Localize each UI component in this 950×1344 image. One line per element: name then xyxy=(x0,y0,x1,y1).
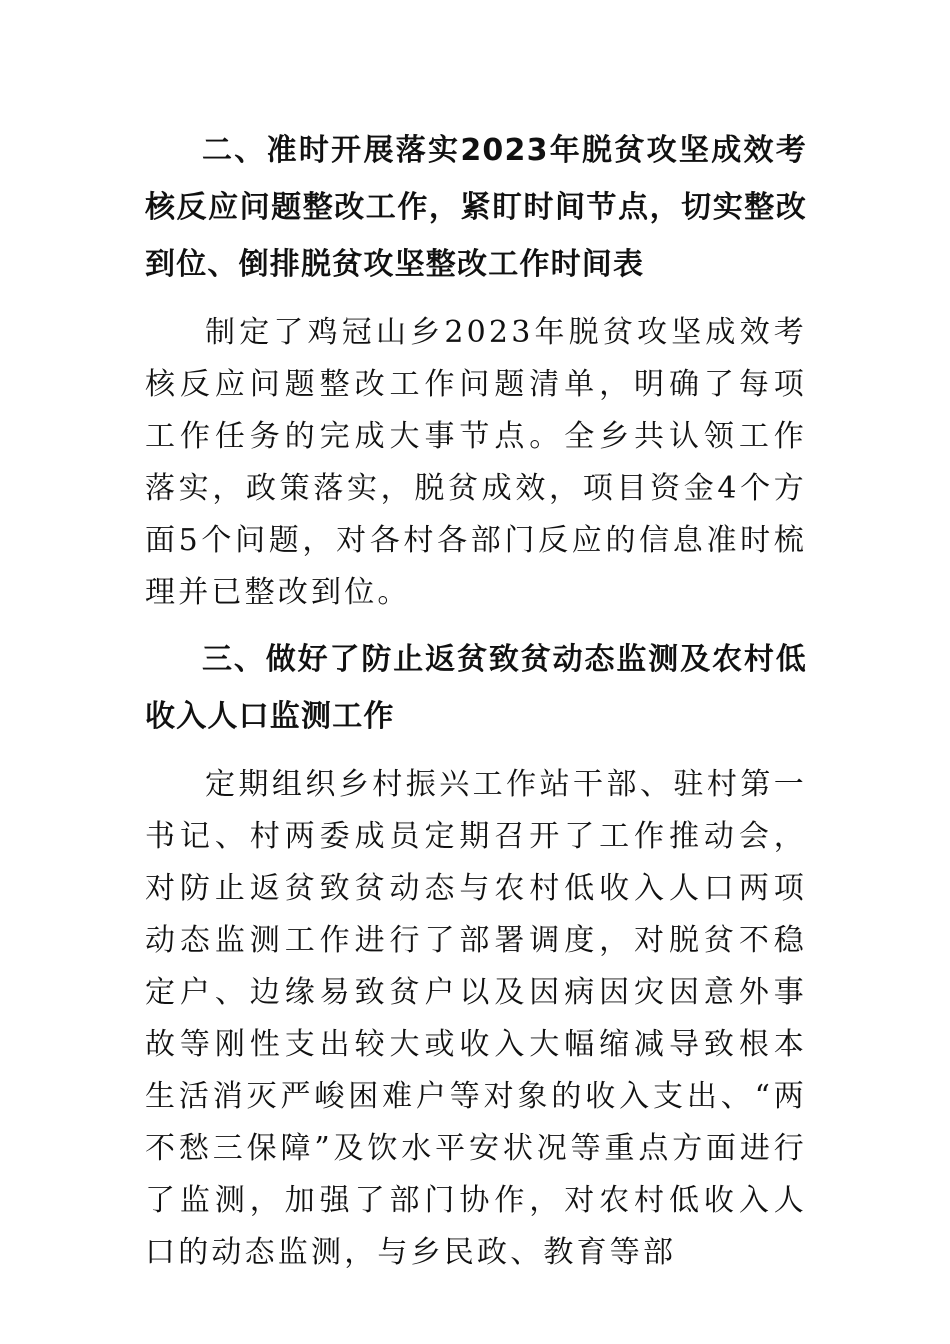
section-paragraph-2: 制定了鸡冠山乡2023年脱贫攻坚成效考核反应问题整改工作问题清单，明确了每项工作任务的完成大事节点。全乡共认领工作落实，政策落实，脱贫成效，项目资金4个方面5个问题，对各村各部门反应的信息准时梳理并已整改到位。 xyxy=(145,315,807,610)
section-paragraph-3: 定期组织乡村振兴工作站干部、驻村第一书记、村两委成员定期召开了工作推动会，对防止返贫致贫动态与农村低收入人口两项动态监测工作进行了部署调度，对脱贫不稳定户、边缘易致贫户以及因病因灾因意外事故等刚性支出较大或收入大幅缩减导致根本生活消灭严峻困难户等对象的收入支出、“两不愁三保障”及饮水平安状况等重点方面进行了监测，加强了部门协作，对农村低收入人口的动态监测，与乡民政、教育等部 xyxy=(145,767,807,1270)
section-heading-2: 二、准时开展落实2023年脱贫攻坚成效考核反应问题整改工作，紧盯时间节点，切实整改到位、倒排脱贫攻坚整改工作时间表 xyxy=(145,133,807,282)
section-heading-3: 三、做好了防止返贫致贫动态监测及农村低收入人口监测工作 xyxy=(145,642,807,734)
document-body xyxy=(145,122,807,1279)
